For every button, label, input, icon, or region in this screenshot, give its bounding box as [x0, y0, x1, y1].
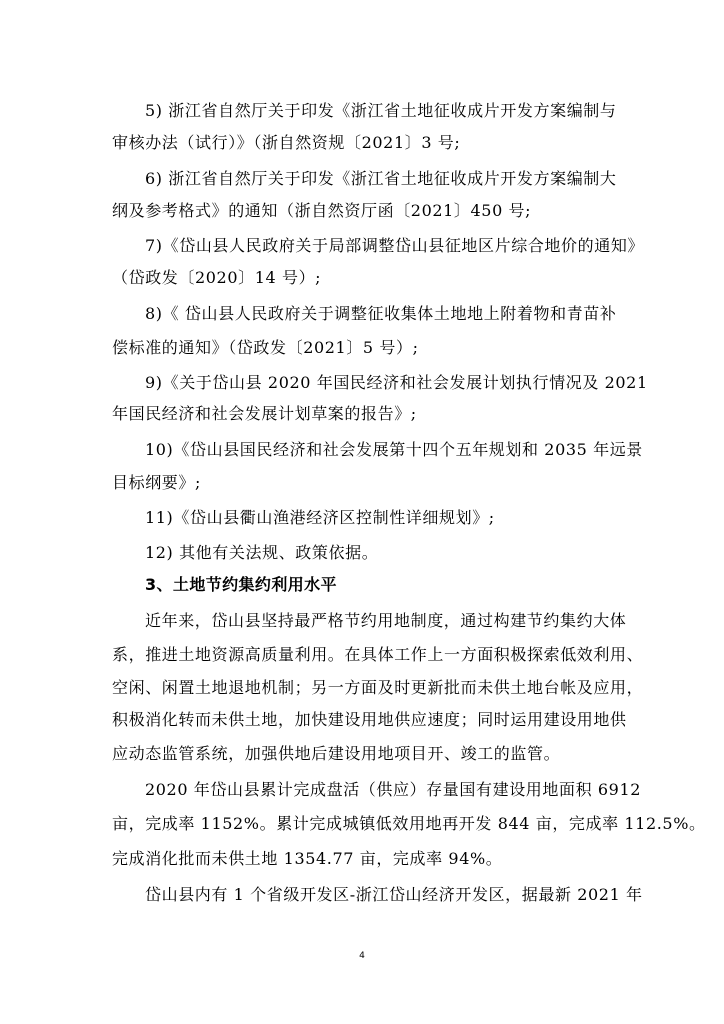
list-item-7-line-1: 7)《岱山县人民政府关于局部调整岱山县征地区片综合地价的通知》 — [145, 236, 645, 255]
paragraph-2-line-2: 亩，完成率 1152%。累计完成城镇低效用地再开发 844 亩，完成率 112.5%。 — [112, 814, 706, 833]
paragraph-1-line-4: 积极消化转而未供土地，加快建设用地供应速度；同时运用建设用地供 — [112, 710, 627, 729]
list-item-8-line-1: 8)《 岱山县人民政府关于调整征收集体土地地上附着物和青苗补 — [145, 304, 617, 323]
list-item-9-line-2: 年国民经济和社会发展计划草案的报告》; — [112, 404, 417, 423]
list-item-5-line-2: 审核办法（试行）》（浙自然资规〔2021〕3 号; — [112, 133, 461, 152]
list-item-7-line-2: （岱政发〔2020〕14 号）; — [112, 268, 322, 287]
list-item-10-line-2: 目标纲要》; — [112, 473, 201, 492]
list-item-6-line-2: 纲及参考格式》的通知（浙自然资厅函〔2021〕450 号; — [112, 201, 532, 220]
paragraph-1-line-2: 系，推进土地资源高质量利用。在具体工作上一方面积极探索低效利用、 — [112, 645, 644, 664]
list-item-10-line-1: 10)《岱山县国民经济和社会发展第十四个五年规划和 2035 年远景 — [145, 440, 643, 459]
paragraph-2-line-1: 2020 年岱山县累计完成盘活（供应）存量国有建设用地面积 6912 — [145, 780, 642, 799]
list-item-5-line-1: 5) 浙江省自然厅关于印发《浙江省土地征收成片开发方案编制与 — [145, 101, 617, 120]
page-number: 4 — [359, 951, 365, 961]
list-item-6-line-1: 6) 浙江省自然厅关于印发《浙江省土地征收成片开发方案编制大 — [145, 169, 617, 188]
list-item-11: 11)《岱山县衢山渔港经济区控制性详细规划》; — [145, 508, 495, 527]
paragraph-1-line-3: 空闲、闲置土地退地机制；另一方面及时更新批而未供土地台帐及应用， — [112, 678, 644, 697]
paragraph-3-line-1: 岱山县内有 1 个省级开发区-浙江岱山经济开发区，据最新 2021 年 — [145, 885, 643, 904]
section-heading: 3、土地节约集约利用水平 — [145, 575, 337, 594]
list-item-8-line-2: 偿标准的通知》（岱政发〔2021〕5 号）; — [112, 338, 419, 357]
list-item-12: 12) 其他有关法规、政策依据。 — [145, 543, 379, 562]
paragraph-1-line-1: 近年来，岱山县坚持最严格节约用地制度，通过构建节约集约大体 — [145, 611, 627, 630]
list-item-9-line-1: 9)《关于岱山县 2020 年国民经济和社会发展计划执行情况及 2021 — [145, 373, 648, 392]
paragraph-2-line-3: 完成消化批而未供土地 1354.77 亩，完成率 94%。 — [112, 849, 503, 868]
paragraph-1-line-5: 应动态监管系统，加强供地后建设用地项目开、竣工的监管。 — [112, 744, 561, 763]
